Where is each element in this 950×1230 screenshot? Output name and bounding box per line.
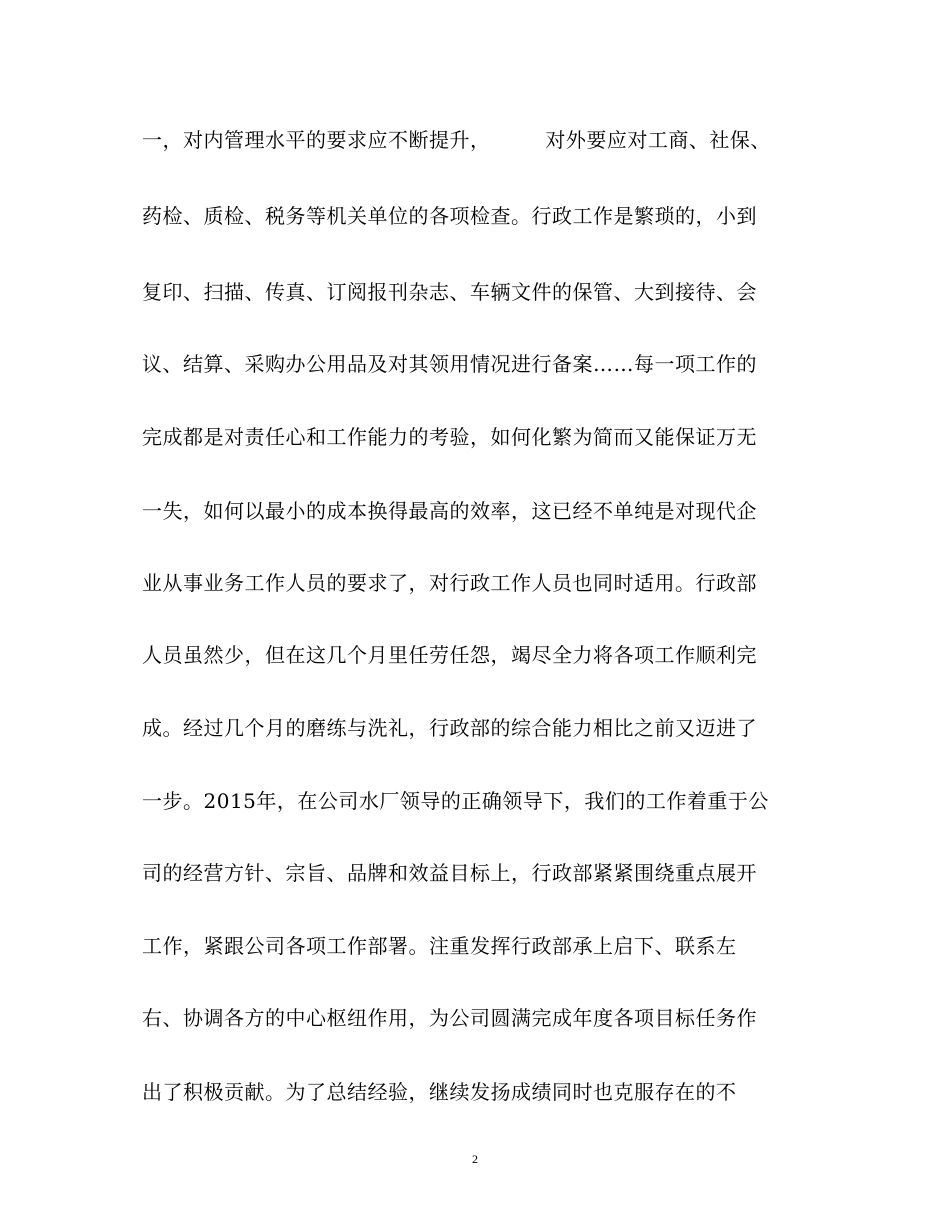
text-line: 完成都是对责任心和工作能力的考验，如何化繁为简而又能保证万无 [142, 425, 757, 449]
text-line: 成。经过几个月的磨练与洗礼，行政部的综合能力相比之前又迈进了 [142, 716, 757, 740]
text-line: 一，对内管理水平的要求应不断提升， 对外要应对工商、社保、 [142, 128, 771, 152]
page-number: 2 [472, 1152, 478, 1166]
text-line: 业从事业务工作人员的要求了，对行政工作人员也同时适用。行政部 [142, 571, 757, 595]
text-line: 药检、质检、税务等机关单位的各项检查。行政工作是繁琐的，小到 [142, 204, 757, 228]
text-line: 右、协调各方的中心枢纽作用，为公司圆满完成年度各项目标任务作 [142, 1006, 757, 1030]
text-line: 司的经营方针、宗旨、品牌和效益目标上，行政部紧紧围绕重点展开 [142, 861, 757, 885]
text-line: 出了积极贡献。为了总结经验，继续发扬成绩同时也克服存在的不 [142, 1080, 737, 1104]
text-line: 工作，紧跟公司各项工作部署。注重发挥行政部承上启下、联系左 [142, 934, 737, 958]
text-line: 议、结算、采购办公用品及对其领用情况进行备案……每一项工作的 [142, 352, 757, 376]
text-line: 复印、扫描、传真、订阅报刊杂志、车辆文件的保管、大到接待、会 [142, 280, 757, 304]
text-line: 一步。2015年，在公司水厂领导的正确领导下，我们的工作着重于公 [142, 789, 769, 813]
text-line: 人员虽然少，但在这几个月里任劳任怨，竭尽全力将各项工作顺利完 [142, 643, 757, 667]
text-line: 一失，如何以最小的成本换得最高的效率，这已经不单纯是对现代企 [142, 499, 757, 523]
